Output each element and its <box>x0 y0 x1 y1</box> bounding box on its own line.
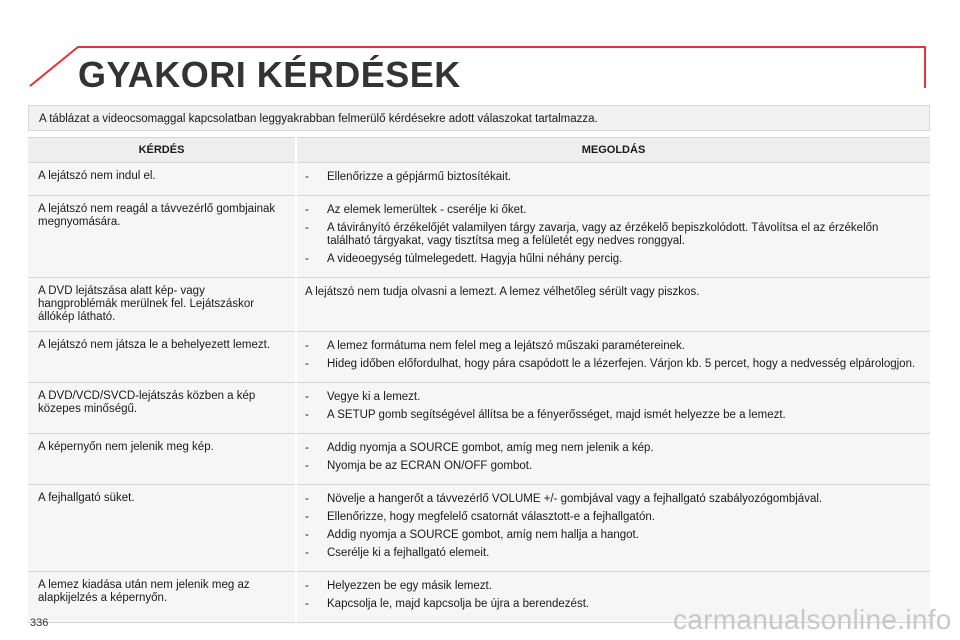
table-row <box>28 485 930 572</box>
answer-cell <box>296 332 930 383</box>
answer-column-header: MEGOLDÁS <box>296 138 930 163</box>
answer-text: Vegye ki a lemezt. <box>327 391 421 403</box>
list-item <box>305 253 920 266</box>
list-item <box>305 547 920 560</box>
answer-text: Addig nyomja a SOURCE gombot, amíg meg nem jelenik a kép. <box>327 442 654 454</box>
dash-bullet: - <box>305 547 309 559</box>
answer-cell <box>296 383 930 434</box>
table-row <box>28 383 930 434</box>
list-item <box>305 204 920 217</box>
answer-text: Helyezzen be egy másik lemezt. <box>327 580 492 592</box>
faq-table-header <box>28 138 930 163</box>
dash-bullet: - <box>305 253 309 265</box>
question-cell: A lejátszó nem játsza le a behelyezett lemezt. <box>28 332 296 383</box>
list-item <box>305 529 920 542</box>
answer-text: Nyomja be az ECRAN ON/OFF gombot. <box>327 460 533 472</box>
answer-cell <box>296 196 930 278</box>
question-cell: A fejhallgató süket. <box>28 485 296 572</box>
answer-text: A távirányító érzékelőjét valamilyen tárgy zavarja, vagy az érzékelő bepiszkolódott. Távolítsa el az érzékelőn található tárgyakat, vagy tisztítsa meg a felületét egy nedves ronggyal. <box>327 222 879 247</box>
answer-text: A SETUP gomb segítségével állítsa be a fényerősséget, majd ismét helyezze be a lemezt. <box>327 409 786 421</box>
list-item <box>305 358 920 371</box>
list-item <box>305 391 920 404</box>
answer-text: A lejátszó nem tudja olvasni a lemezt. A lemez vélhetőleg sérült vagy piszkos. <box>305 286 700 298</box>
answer-text: Kapcsolja le, majd kapcsolja be újra a berendezést. <box>327 598 590 610</box>
list-item <box>305 442 920 455</box>
dash-bullet: - <box>305 340 309 352</box>
answer-text: A videoegység túlmelegedett. Hagyja hűlni néhány percig. <box>327 253 623 265</box>
dash-bullet: - <box>305 409 309 421</box>
answer-list <box>305 493 920 560</box>
list-item <box>305 409 920 422</box>
answer-text: Ellenőrizze a gépjármű biztosítékait. <box>327 171 512 183</box>
dash-bullet: - <box>305 222 309 234</box>
dash-bullet: - <box>305 391 309 403</box>
question-cell: A képernyőn nem jelenik meg kép. <box>28 434 296 485</box>
answer-list <box>305 204 920 266</box>
question-cell: A lejátszó nem reagál a távvezérlő gombjainak megnyomására. <box>28 196 296 278</box>
list-item <box>305 493 920 506</box>
dash-bullet: - <box>305 580 309 592</box>
list-item <box>305 340 920 353</box>
answer-text: Cserélje ki a fejhallgató elemeit. <box>327 547 490 559</box>
table-row <box>28 163 930 196</box>
table-row <box>28 434 930 485</box>
answer-cell <box>296 485 930 572</box>
answer-text: Addig nyomja a SOURCE gombot, amíg nem hallja a hangot. <box>327 529 639 541</box>
answer-text: Növelje a hangerőt a távvezérlő VOLUME +/- gombjával vagy a fejhallgató szabályozógombjával. <box>327 493 823 505</box>
question-column-header: KÉRDÉS <box>28 138 296 163</box>
page-title: GYAKORI KÉRDÉSEK <box>78 54 461 95</box>
question-cell: A lejátszó nem indul el. <box>28 163 296 196</box>
dash-bullet: - <box>305 358 309 370</box>
dash-bullet: - <box>305 204 309 216</box>
dash-bullet: - <box>305 442 309 454</box>
list-item <box>305 171 920 184</box>
table-row <box>28 278 930 332</box>
list-item <box>305 511 920 524</box>
answer-cell <box>296 278 930 332</box>
page-number: 336 <box>30 617 49 629</box>
answer-list <box>305 340 920 371</box>
dash-bullet: - <box>305 529 309 541</box>
answer-list <box>305 442 920 473</box>
dash-bullet: - <box>305 493 309 505</box>
answer-cell <box>296 163 930 196</box>
dash-bullet: - <box>305 460 309 472</box>
intro-text: A táblázat a videocsomaggal kapcsolatban leggyakrabban felmerülő kérdésekre adott válaszokat tartalmazza. <box>28 105 930 131</box>
table-row <box>28 196 930 278</box>
list-item <box>305 222 920 248</box>
dash-bullet: - <box>305 511 309 523</box>
question-cell: A lemez kiadása után nem jelenik meg az alapkijelzés a képernyőn. <box>28 572 296 623</box>
faq-table <box>28 137 930 623</box>
answer-text: Hideg időben előfordulhat, hogy pára csapódott le a lézerfejen. Várjon kb. 5 percet, hogy a nedvesség elpárologjon. <box>327 358 916 370</box>
question-cell: A DVD/VCD/SVCD-lejátszás közben a kép közepes minőségű. <box>28 383 296 434</box>
list-item <box>305 460 920 473</box>
dash-bullet: - <box>305 598 309 610</box>
table-row <box>28 332 930 383</box>
question-cell: A DVD lejátszása alatt kép- vagy hangproblémák merülnek fel. Lejátszáskor állókép látható. <box>28 278 296 332</box>
answer-text: Ellenőrizze, hogy megfelelő csatornát választott-e a fejhallgatón. <box>327 511 655 523</box>
list-item <box>305 580 920 593</box>
dash-bullet: - <box>305 171 309 183</box>
answer-cell <box>296 434 930 485</box>
watermark: carmanualsonline.info <box>673 604 952 635</box>
answer-text: A lemez formátuma nem felel meg a lejátszó műszaki paramétereinek. <box>327 340 685 352</box>
answer-text: Az elemek lemerültek - cserélje ki őket. <box>327 204 527 216</box>
answer-list <box>305 391 920 422</box>
answer-list <box>305 171 920 184</box>
